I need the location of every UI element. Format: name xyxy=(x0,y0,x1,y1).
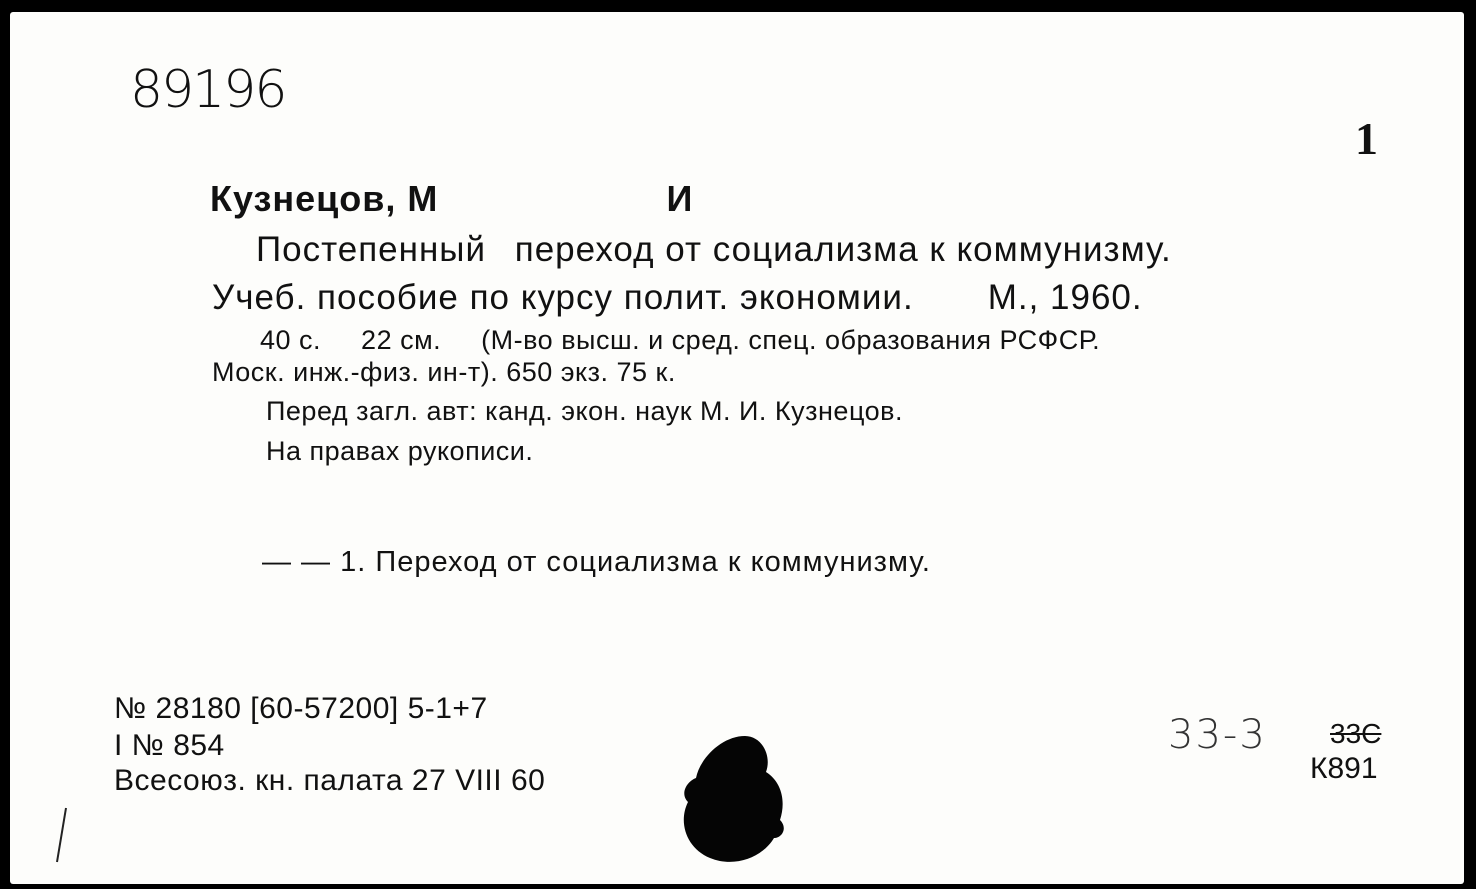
classification-struck: 33С xyxy=(1330,718,1382,749)
series-start: (М-во высш. и сред. спец. образования РСФСР. xyxy=(481,325,1101,355)
note-author-statement: Перед загл. авт: канд. экон. наук М. И. Кузнецов. xyxy=(266,396,903,426)
classification-handwritten: 33-3 xyxy=(1168,712,1267,758)
series-line: Моск. инж.-физ. ин-т). 650 экз. 75 к. xyxy=(212,357,676,387)
title-line-2-b: М., 1960. xyxy=(987,278,1143,317)
margin-stroke-icon xyxy=(10,12,1464,884)
note-rights: На правах рукописи. xyxy=(266,436,534,466)
catalog-card xyxy=(10,12,1464,884)
title-line-2-a: Учеб. пособие по курсу полит. экономии. xyxy=(212,278,914,317)
title-line-1-a: Постепенный xyxy=(256,230,487,269)
author-surname-initial: Кузнецов, М xyxy=(210,178,439,219)
title-line-1-b: переход от социализма к коммунизму. xyxy=(514,230,1172,269)
subject-entry: — — 1. Переход от социализма к коммунизму. xyxy=(262,546,931,578)
imprint-line-3: Всесоюз. кн. палата 27 VIII 60 xyxy=(114,764,546,797)
imprint-line-2: I № 854 xyxy=(114,729,225,762)
author-second-initial: И xyxy=(666,178,694,219)
classification-code: К891 xyxy=(1310,752,1378,785)
collation-size: 22 см. xyxy=(361,325,442,355)
imprint-line-1: № 28180 [60-57200] 5-1+7 xyxy=(114,692,488,725)
collation-pages: 40 с. xyxy=(260,325,322,355)
card-number: 1 xyxy=(1355,113,1378,164)
accession-number: 89196 xyxy=(130,60,286,120)
